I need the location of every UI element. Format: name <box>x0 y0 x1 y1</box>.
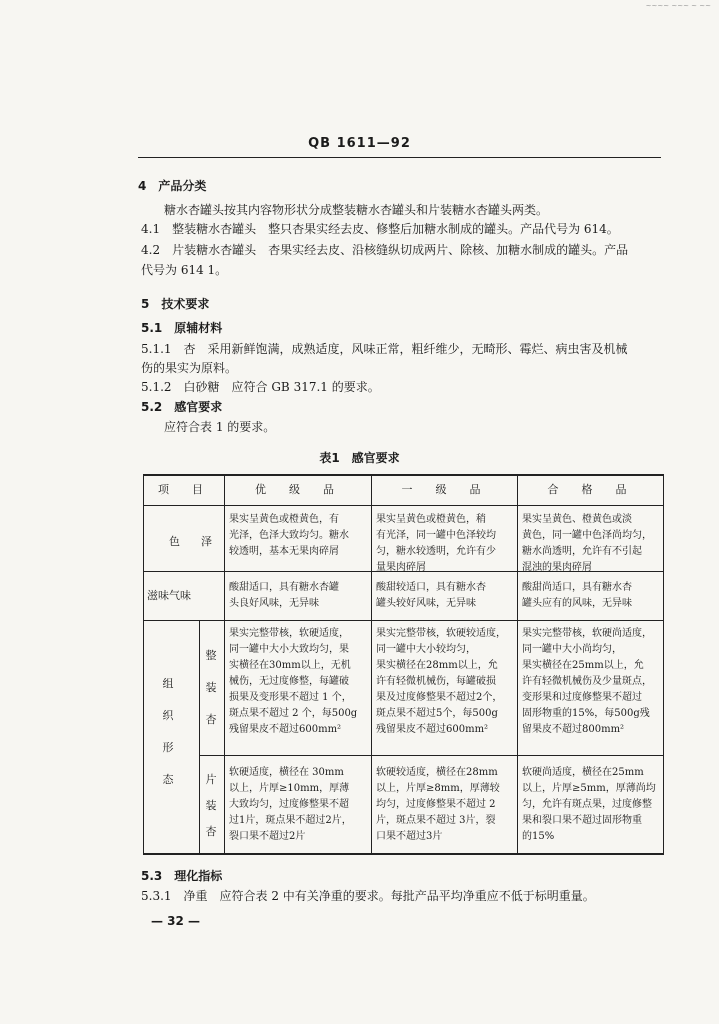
clause-5-1-1-line2: 伤的果实为原料。 <box>141 361 238 375</box>
subrow-label-sliced: 片 装 杏 <box>205 773 217 838</box>
sliced-qualified-text: 软硬尚适度，横径在25mm 以上，片厚≥5mm，厚薄尚均 匀，允许有斑点果，过度修整 果和裂口果不超过固形物重 的15% <box>522 767 656 842</box>
row-label-form: 组 织 形 态 <box>162 677 174 786</box>
table-row-rule <box>143 620 664 621</box>
clause-4-1: 4.1 整装糖水杏罐头 整只杏果实经去皮、修整后加糖水制成的罐头。产品代号为 614。 <box>141 222 619 236</box>
whole-qualified-text: 果实完整带核，软硬尚适度， 同一罐中大小尚均匀， 果实横径在25mm以上，允 许有轻微机械伤及少量斑点， 变形果和过度修整果不超过 固形物重的15%，每500g残 留果皮不超过800mm² <box>522 628 652 735</box>
table-1-title: 表1 感官要求 <box>319 451 400 465</box>
clause-5-3-1: 5.3.1 净重 应符合表 2 中有关净重的要求。每批产品平均净重应不低于标明重量。 <box>141 889 595 903</box>
clause-5-2-paragraph: 应符合表 1 的要求。 <box>164 420 276 434</box>
table-left-rule <box>143 474 144 854</box>
table-row-rule <box>199 755 664 756</box>
section-5-heading: 5 技术要求 <box>141 297 210 311</box>
page-number: — 32 — <box>151 914 201 928</box>
header-qualified-grade: 合 格 品 <box>547 483 633 496</box>
header-item: 项 目 <box>158 483 209 496</box>
clause-5-1-2: 5.1.2 白砂糖 应符合 GB 317.1 的要求。 <box>141 380 380 394</box>
header-rule <box>138 157 661 158</box>
color-premium-text: 果实呈黄色或橙黄色，有 光泽，色泽大致均匀。糖水 较透明，基本无果肉碎屑 <box>229 514 349 557</box>
clause-5-1-heading: 5.1 原辅材料 <box>141 321 223 335</box>
clause-4-2-line2: 代号为 614 1。 <box>141 263 228 277</box>
header-premium-grade: 优 级 品 <box>255 483 340 496</box>
whole-first-text: 果实完整带核，软硬较适度， 同一罐中大小较均匀， 果实横径在28mm以上，允 许有轻微机械伤，每罐破损 果及过度修整果不超过2个， 斑点果不超过5个，每500g 残留果皮不超过600mm² <box>376 628 506 735</box>
whole-premium-text: 果实完整带核，软硬适度， 同一罐中大小大致均匀，果 实横径在30mm以上，无机 械伤，无过度修整，每罐破 损果及变形果不超过 1 个， 斑点果不超过 2 个，每500g 残留果皮不超过600mm² <box>229 628 358 735</box>
table-column-rule <box>517 474 518 854</box>
clause-5-2-heading: 5.2 感官要求 <box>141 400 223 414</box>
color-first-text: 果实呈黄色或橙黄色，稍 有光泽，同一罐中色泽较均 匀，糖水较透明，允许有少 量果肉碎屑 <box>376 514 496 573</box>
clause-5-1-1-line1: 5.1.1 杏 采用新鲜饱满，成熟适度，风味正常，粗纤维少，无畸形、霉烂、病虫害及机械 <box>141 342 628 356</box>
scan-corner-mark: ~~~~ ~~~ ~ ~~ <box>645 2 711 10</box>
sliced-premium-text: 软硬适度，横径在 30mm 以上，片厚≥10mm，厚薄 大致均匀，过度修整果不超 过1片，斑点果不超过2片， 裂口果不超过2片 <box>229 767 352 842</box>
table-column-rule <box>224 474 225 854</box>
standard-number: QB 1611—92 <box>308 136 411 151</box>
taste-premium-text: 酸甜适口，具有糖水杏罐 头良好风味，无异味 <box>229 582 339 609</box>
table-column-rule <box>371 474 372 854</box>
color-qualified-text: 果实呈黄色、橙黄色或淡 黄色，同一罐中色泽尚均匀， 糖水尚透明，允许有不引起 混浊的果肉碎屑 <box>522 514 652 573</box>
header-first-grade: 一 级 品 <box>401 483 487 496</box>
sensory-requirements-table <box>143 474 664 854</box>
table-right-rule <box>663 474 664 854</box>
taste-qualified-text: 酸甜尚适口，具有糖水杏 罐头应有的风味，无异味 <box>522 582 632 609</box>
sliced-first-text: 软硬较适度，横径在28mm 以上，片厚≥8mm，厚薄较 均匀，过度修整果不超过 2 片，斑点果不超过 3片，裂 口果不超过3片 <box>376 767 500 842</box>
section-4-paragraph: 糖水杏罐头按其内容物形状分成整装糖水杏罐头和片装糖水杏罐头两类。 <box>164 203 549 217</box>
table-subcolumn-rule <box>199 620 200 854</box>
subrow-label-whole: 整 装 杏 <box>205 649 217 726</box>
clause-5-3-heading: 5.3 理化指标 <box>141 869 223 883</box>
taste-first-text: 酸甜较适口，具有糖水杏 罐头较好风味，无异味 <box>376 582 486 609</box>
section-4-heading: 4 产品分类 <box>138 179 207 193</box>
table-top-rule <box>143 474 664 476</box>
table-header-rule <box>143 505 664 506</box>
clause-4-2-line1: 4.2 片装糖水杏罐头 杏果实经去皮、沿核缝纵切成两片、除核、加糖水制成的罐头。产品 <box>141 243 629 257</box>
row-label-color-2: 泽 <box>201 535 212 548</box>
row-label-taste: 滋味气味 <box>147 589 191 602</box>
table-bottom-rule <box>143 853 664 855</box>
row-label-color-1: 色 <box>169 535 180 548</box>
